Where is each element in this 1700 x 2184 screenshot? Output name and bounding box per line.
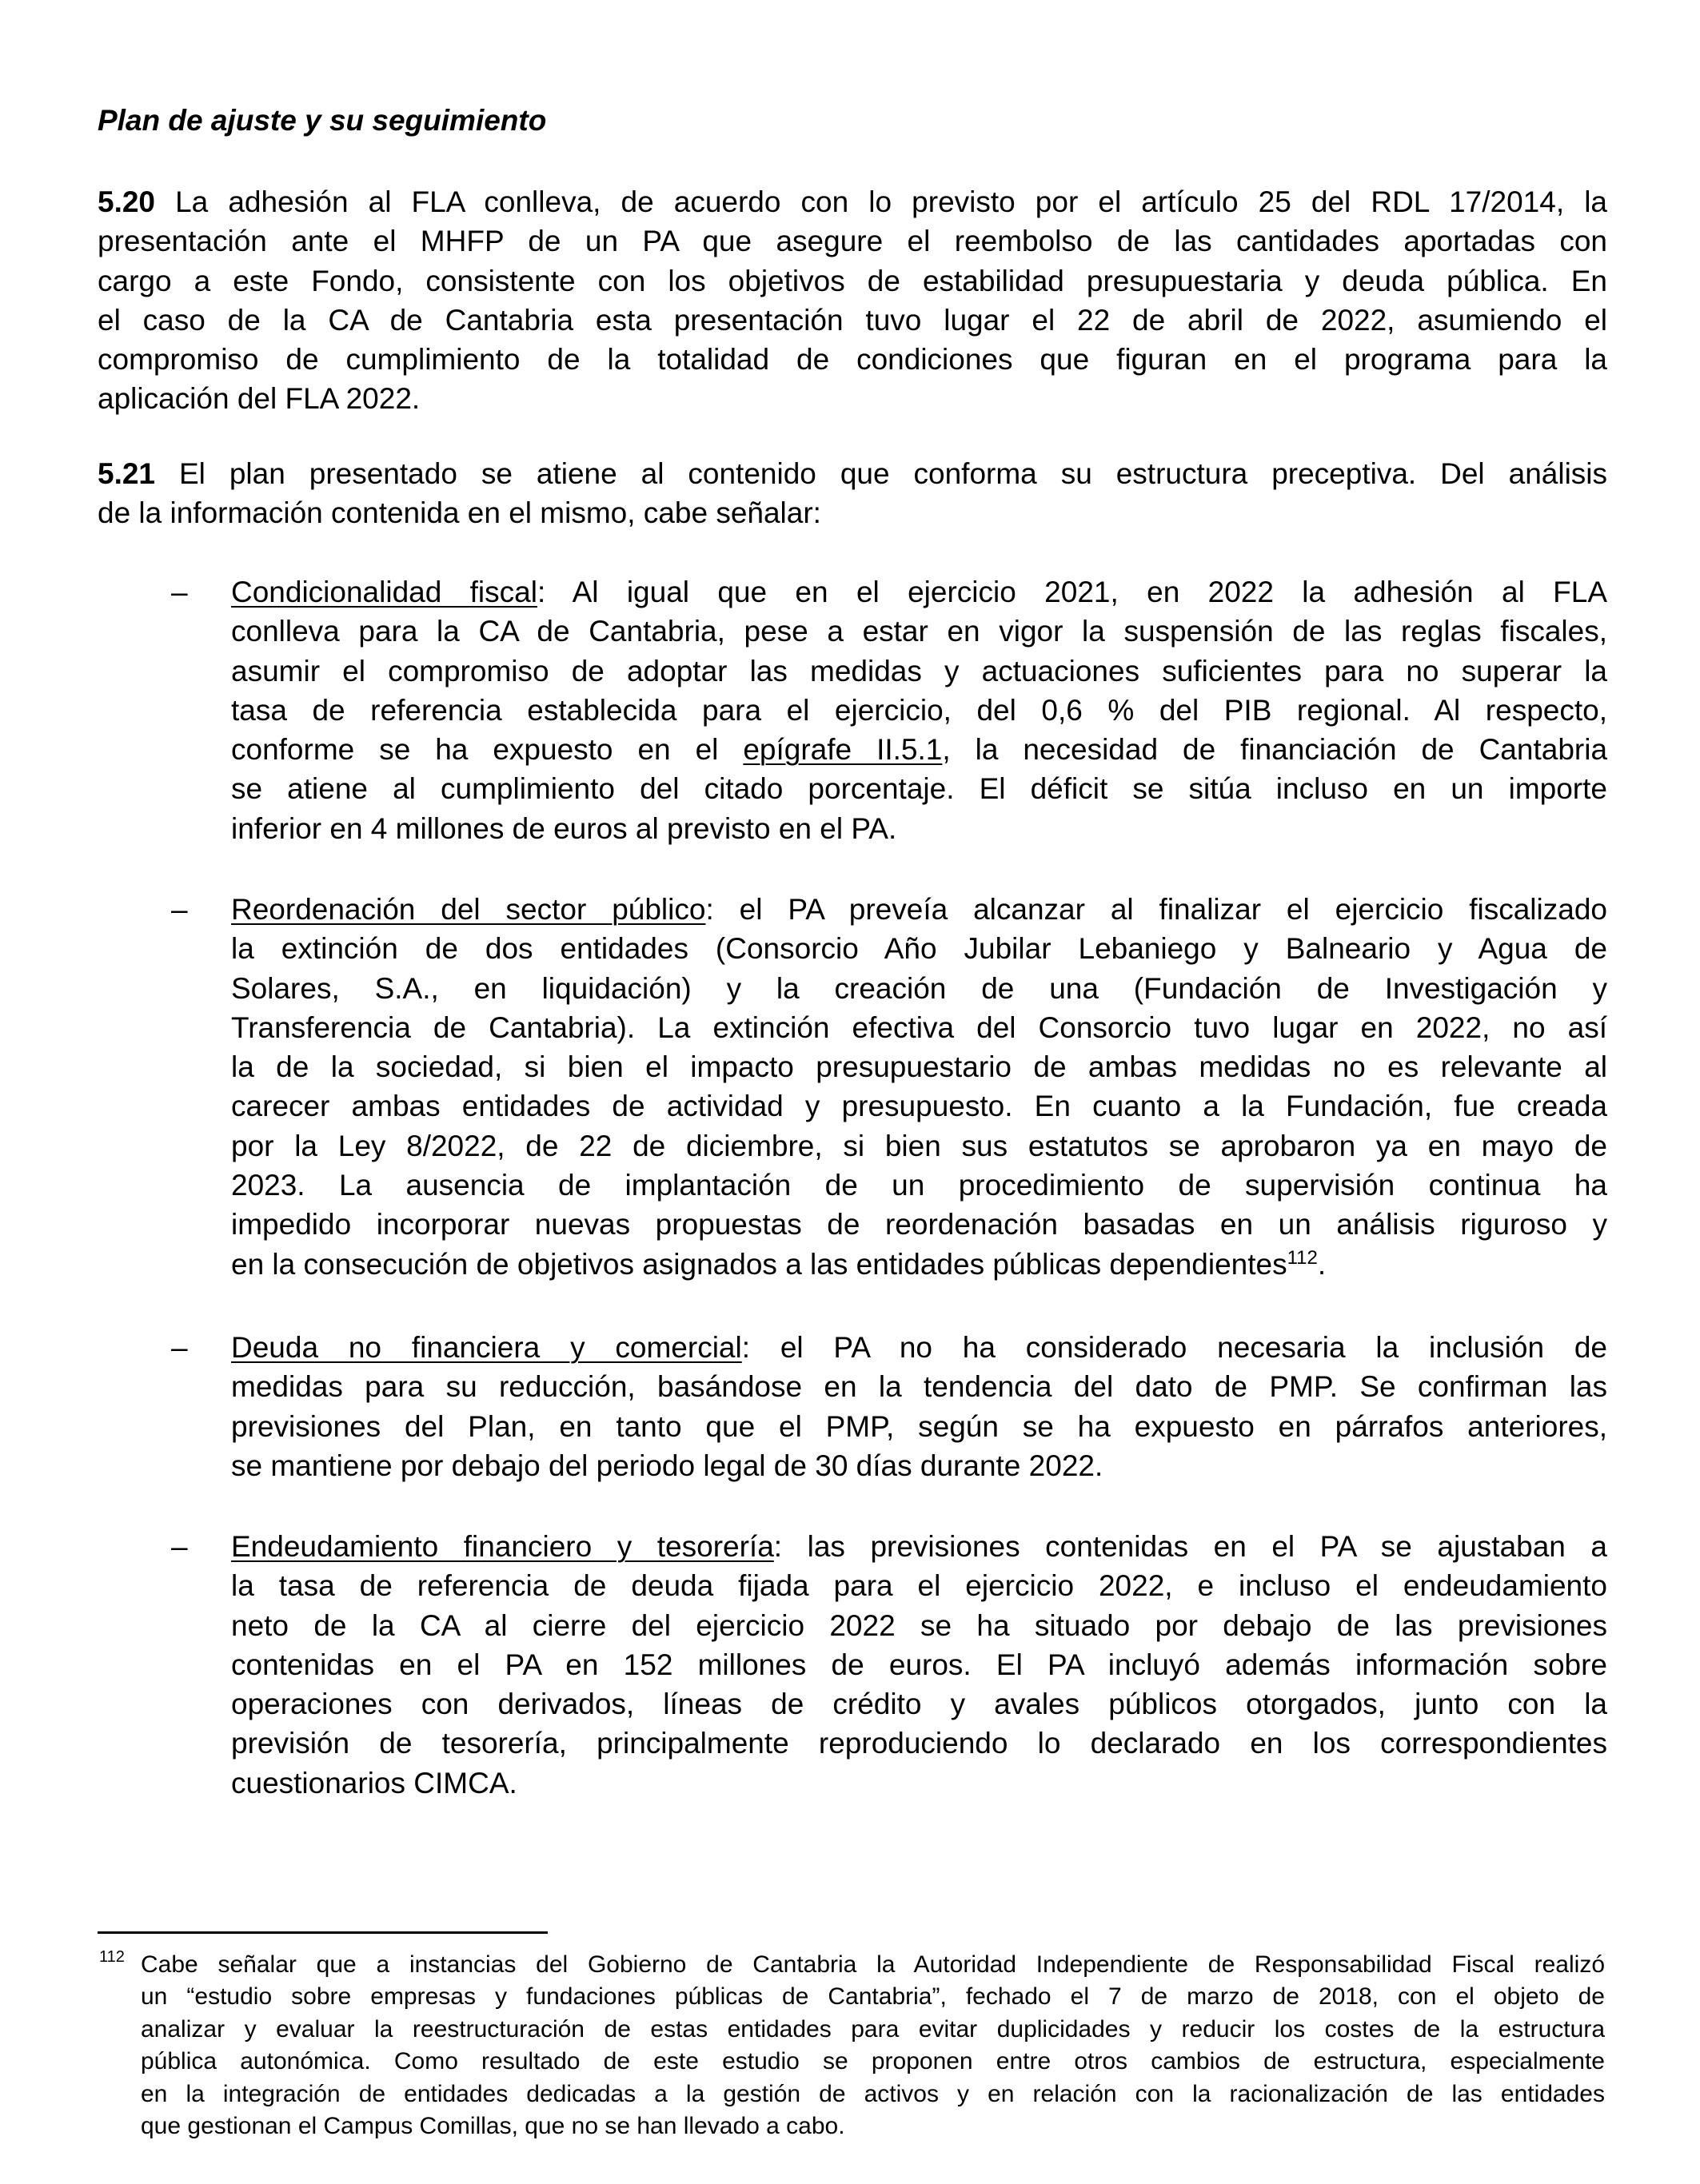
text-line bbox=[231, 1047, 1607, 1086]
footnote-line bbox=[141, 2078, 1605, 2110]
bullet-dash-icon: – bbox=[171, 893, 188, 926]
text-line bbox=[98, 221, 1607, 261]
line-text: El plan presentado se atiene al contenido que conforma su estructura preceptiva. Del análisis bbox=[178, 457, 1607, 490]
footnote-number: 112 bbox=[99, 1948, 125, 1966]
line-text: la de la sociedad, si bien el impacto presupuestario de ambas medidas no es relevante al bbox=[231, 1050, 1607, 1084]
text-line bbox=[231, 1527, 1607, 1566]
text-line bbox=[231, 1367, 1607, 1406]
line-text: previsión de tesorería, principalmente reproduciendo lo declarado en los correspondientes bbox=[231, 1727, 1607, 1760]
text-line bbox=[231, 652, 1607, 691]
line-text: de la información contenida en el mismo, cabe señalar: bbox=[98, 496, 821, 530]
cross-reference-link[interactable]: epígrafe II.5.1 bbox=[743, 733, 943, 767]
line-text: la tasa de referencia de deuda fijada para el ejercicio 2022, e incluso el endeudamiento bbox=[231, 1569, 1607, 1603]
text-line bbox=[231, 1245, 1607, 1284]
line-text: conlleva para la CA de Cantabria, pese a estar en vigor la suspensión de las reglas fiscales, bbox=[231, 615, 1607, 648]
text-line bbox=[231, 1008, 1607, 1047]
text-line bbox=[231, 1645, 1607, 1684]
bullet-item bbox=[231, 890, 1607, 1284]
bullet-dash-icon: – bbox=[171, 576, 188, 608]
bullet-item bbox=[231, 1328, 1607, 1485]
text-line bbox=[231, 769, 1607, 808]
line-text: previsiones del Plan, en tanto que el PMP, según se ha expuesto en párrafos anteriores, bbox=[231, 1409, 1607, 1443]
text-line bbox=[98, 340, 1607, 379]
line-text: carecer ambas entidades de actividad y presupuesto. En cuanto a la Fundación, fue creada bbox=[231, 1090, 1607, 1123]
footnote bbox=[141, 1949, 1605, 2142]
footnote-separator bbox=[98, 1931, 548, 1934]
text-line bbox=[231, 1724, 1607, 1763]
paragraph-number: 5.21 bbox=[98, 457, 156, 490]
text-line bbox=[231, 730, 1607, 769]
line-text: : Al igual que en el ejercicio 2021, en 2022 la adhesión al FLA bbox=[537, 576, 1607, 608]
line-text: cargo a este Fondo, consistente con los objetivos de estabilidad presupuestaria y deuda pública. En bbox=[98, 264, 1607, 297]
line-text: : el PA no ha considerado necesaria la inclusión de bbox=[741, 1331, 1607, 1364]
text-line bbox=[98, 182, 1607, 221]
bullet-heading: Reordenación del sector público bbox=[231, 893, 706, 926]
text-line bbox=[231, 572, 1607, 612]
text-line bbox=[231, 969, 1607, 1008]
line-text: tasa de referencia establecida para el ejercicio, del 0,6 % del PIB regional. Al respecto, bbox=[231, 693, 1607, 727]
line-text: por la Ley 8/2022, de 22 de diciembre, si bien sus estatutos se aprobaron ya en mayo de bbox=[231, 1129, 1607, 1162]
text-line bbox=[231, 809, 1607, 848]
line-text: contenidas en el PA en 152 millones de euros. El PA incluyó además información sobre bbox=[231, 1648, 1607, 1681]
line-text: el caso de la CA de Cantabria esta presentación tuvo lugar el 22 de abril de 2022, asumiendo el bbox=[98, 303, 1607, 337]
line-text: medidas para su reducción, basándose en la tendencia del dato de PMP. Se confirman las bbox=[231, 1370, 1607, 1404]
text-line bbox=[231, 1328, 1607, 1367]
text-segment: . bbox=[1317, 1247, 1327, 1281]
paragraph-5-21 bbox=[98, 454, 1607, 533]
line-text: pública autonómica. Como resultado de este estudio se proponen entre otros cambios de estructura, especialmente bbox=[141, 2048, 1605, 2075]
bullet-heading: Condicionalidad fiscal bbox=[231, 576, 537, 608]
text-line bbox=[98, 493, 1607, 532]
text-line bbox=[231, 1566, 1607, 1605]
text-segment: en la consecución de objetivos asignados a las entidades públicas dependientes bbox=[231, 1247, 1287, 1281]
text-line bbox=[231, 1126, 1607, 1166]
line-text: : las previsiones contenidas en el PA se ajustaban a bbox=[773, 1530, 1607, 1563]
text-line bbox=[231, 1606, 1607, 1645]
footnote-line bbox=[141, 2014, 1605, 2046]
bullet-heading: Endeudamiento financiero y tesorería bbox=[231, 1530, 774, 1563]
line-text: La adhesión al FLA conlleva, de acuerdo con lo previsto por el artículo 25 del RDL 17/2014, la bbox=[175, 185, 1607, 218]
text-line bbox=[231, 1166, 1607, 1205]
line-text: 2023. La ausencia de implantación de un procedimiento de supervisión continua ha bbox=[231, 1169, 1607, 1202]
text-line bbox=[231, 612, 1607, 651]
text-line bbox=[98, 301, 1607, 340]
section-title: Plan de ajuste y su seguimiento bbox=[98, 104, 547, 137]
footnote-line bbox=[141, 1981, 1605, 2013]
line-text: en la integración de entidades dedicadas a la gestión de activos y en relación con la racionalización de las entidades bbox=[141, 2080, 1605, 2107]
bullet-dash-icon: – bbox=[171, 1530, 188, 1563]
text-segment: conforme se ha expuesto en el bbox=[231, 733, 744, 767]
footnote-line bbox=[141, 2110, 1605, 2142]
line-text: impedido incorporar nuevas propuestas de reordenación basadas en un análisis riguroso y bbox=[231, 1208, 1607, 1241]
footnote-line bbox=[141, 2046, 1605, 2078]
line-text: presentación ante el MHFP de un PA que asegure el reembolso de las cantidades aportadas con bbox=[98, 225, 1607, 258]
text-line bbox=[231, 1684, 1607, 1724]
text-line bbox=[231, 1086, 1607, 1126]
text-line bbox=[231, 691, 1607, 730]
text-line bbox=[98, 261, 1607, 301]
text-line bbox=[231, 1446, 1607, 1485]
line-text: que gestionan el Campus Comillas, que no se han llevado a cabo. bbox=[141, 2112, 845, 2139]
line-text: Cabe señalar que a instancias del Gobierno de Cantabria la Autoridad Independiente de Responsabilidad Fiscal realizó bbox=[141, 1951, 1605, 1978]
line-text: operaciones con derivados, líneas de crédito y avales públicos otorgados, junto con la bbox=[231, 1688, 1607, 1721]
footnote-reference[interactable]: 112 bbox=[1287, 1246, 1318, 1269]
bullet-item bbox=[231, 572, 1607, 848]
line-text: compromiso de cumplimiento de la totalidad de condiciones que figuran en el programa para la bbox=[98, 343, 1607, 377]
line-text: inferior en 4 millones de euros al previsto en el PA. bbox=[231, 811, 897, 845]
text-line bbox=[231, 890, 1607, 929]
text-line bbox=[98, 454, 1607, 493]
line-text: Solares, S.A., en liquidación) y la creación de una (Fundación de Investigación y bbox=[231, 971, 1607, 1005]
line-text: asumir el compromiso de adoptar las medidas y actuaciones suficientes para no superar la bbox=[231, 654, 1607, 687]
paragraph-5-20 bbox=[98, 182, 1607, 419]
text-line bbox=[231, 1764, 1607, 1803]
text-line bbox=[98, 379, 1607, 418]
bullet-heading: Deuda no financiera y comercial bbox=[231, 1331, 742, 1364]
text-line bbox=[231, 929, 1607, 968]
line-text: aplicación del FLA 2022. bbox=[98, 382, 421, 416]
text-line bbox=[231, 1205, 1607, 1244]
line-text: la extinción de dos entidades (Consorcio Año Jubilar Lebaniego y Balneario y Agua de bbox=[231, 932, 1607, 966]
line-text: : el PA preveía alcanzar al finalizar el ejercicio fiscalizado bbox=[705, 893, 1607, 926]
line-text: se atiene al cumplimiento del citado porcentaje. El déficit se sitúa incluso en un importe bbox=[231, 772, 1607, 806]
line-text: analizar y evaluar la reestructuración de estas entidades para evitar duplicidades y reducir los costes de la estructura bbox=[141, 2015, 1605, 2043]
text-segment: , la necesidad de financiación de Cantabria bbox=[942, 733, 1607, 767]
text-line bbox=[231, 1407, 1607, 1446]
line-text: un “estudio sobre empresas y fundaciones públicas de Cantabria”, fechado el 7 de marzo de 2018, con el objeto de bbox=[141, 1983, 1605, 2011]
paragraph-number: 5.20 bbox=[98, 185, 156, 218]
line-text: neto de la CA al cierre del ejercicio 2022 se ha situado por debajo de las previsiones bbox=[231, 1608, 1607, 1642]
line-text: Transferencia de Cantabria). La extinción efectiva del Consorcio tuvo lugar en 2022, no así bbox=[231, 1010, 1607, 1044]
bullet-item bbox=[231, 1527, 1607, 1803]
line-text: se mantiene por debajo del periodo legal de 30 días durante 2022. bbox=[231, 1449, 1103, 1482]
bullet-dash-icon: – bbox=[171, 1331, 188, 1364]
footnote-line bbox=[141, 1949, 1605, 1981]
line-text: cuestionarios CIMCA. bbox=[231, 1766, 517, 1799]
